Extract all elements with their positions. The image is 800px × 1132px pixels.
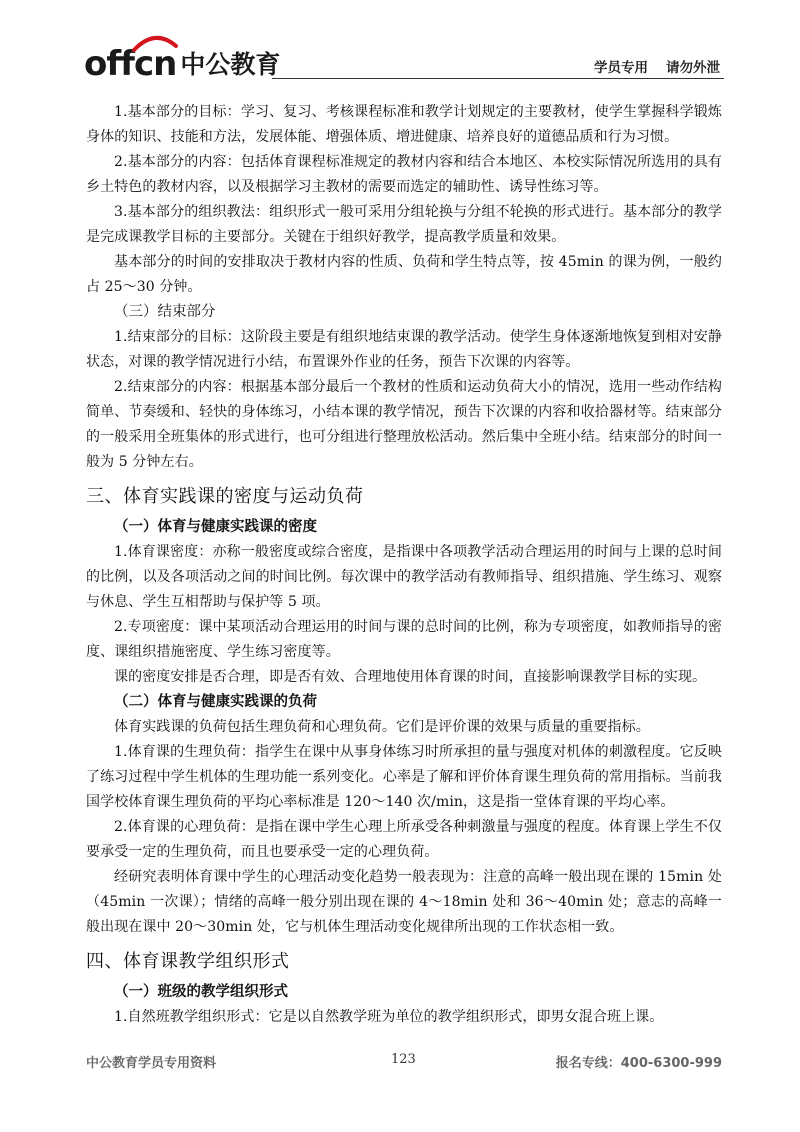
heading-density: （一）体育与健康实践课的密度 xyxy=(114,519,317,535)
paragraph-natural-class: 1.自然班教学组织形式：它是以自然教学班为单位的教学组织形式，即男女混合班上课。 xyxy=(114,1009,664,1025)
logo-cn-text: 中公教育 xyxy=(180,50,281,79)
heading-section-3: 三、体育实践课的密度与运动负荷 xyxy=(86,486,364,507)
paragraph-load-intro: 体育实践课的负荷包括生理负荷和心理负荷。它们是评价课的效果与质量的重要指标。 xyxy=(114,719,650,735)
footer-material-label: 中公教育学员专用资料 xyxy=(86,1056,217,1071)
paragraph-physiological-load: 1.体育课的生理负荷：指学生在课中从事身体练习时所承担的量与强度对机体的刺激程度。它反映了练习过程中学生机体的生理功能一系列变化。心率是了解和评价体育课生理负荷的常用指标。当前我国学校体育课生理负荷的平均心率标准是 120～140 次/min，这是指一堂体育课的平均心率。 xyxy=(86,744,722,810)
paragraph-basic-goal: 1.基本部分的目标：学习、复习、考核课程标准和教学计划规定的主要教材，使学生掌握科学锻炼身体的知识、技能和方法，发展体能、增强体质、增进健康、培养良好的道德品质和行为习惯。 xyxy=(86,104,722,145)
paragraph-general-density: 1.体育课密度：亦称一般密度或综合密度，是指课中各项教学活动合理运用的时间与上课的总时间的比例，以及各项活动之间的时间比例。每次课中的教学活动有教师指导、组织措施、学生练习、观察与休息、学生互相帮助与保护等 5 项。 xyxy=(86,544,722,610)
footer-hotline: 报名专线：400-6300-999 xyxy=(555,1056,722,1071)
paragraph-special-density: 2.专项密度：课中某项活动合理运用的时间与课的总时间的比例，称为专项密度，如教师指导的密度、课组织措施密度、学生练习密度等。 xyxy=(86,619,722,660)
header-tag xyxy=(594,56,720,76)
header-tag-student-only: 学员专用 xyxy=(594,60,648,76)
heading-class-organization: （一）班级的教学组织形式 xyxy=(114,984,288,1000)
heading-section-4: 四、体育课教学组织形式 xyxy=(86,951,290,972)
page-header xyxy=(84,38,724,82)
offcn-logo xyxy=(84,38,280,82)
paragraph-basic-method: 3.基本部分的组织教法：组织形式一般可采用分组轮换与分组不轮换的形式进行。基本部分的教学是完成课教学目标的主要部分。关键在于组织好教学，提高教学质量和效果。 xyxy=(86,204,722,245)
page-number: 123 xyxy=(391,1052,416,1067)
paragraph-psychological-load: 2.体育课的心理负荷：是指在课中学生心理上所承受各种刺激量与强度的程度。体育课上学生不仅要承受一定的生理负荷，而且也要承受一定的心理负荷。 xyxy=(86,819,722,860)
page-footer xyxy=(86,1052,722,1076)
header-tag-no-leak: 请勿外泄 xyxy=(666,60,720,76)
paragraph-basic-content: 2.基本部分的内容：包括体育课程标准规定的教材内容和结合本地区、本校实际情况所选用的具有乡土特色的教材内容，以及根据学习主教材的需要而选定的辅助性、诱导性练习等。 xyxy=(86,154,722,195)
logo-arc-icon xyxy=(130,32,180,52)
heading-load: （二）体育与健康实践课的负荷 xyxy=(114,694,317,710)
paragraph-end-goal: 1.结束部分的目标：这阶段主要是有组织地结束课的教学活动。使学生身体逐渐地恢复到相对安静状态，对课的教学情况进行小结，布置课外作业的任务，预告下次课的内容等。 xyxy=(86,329,722,370)
header-rule xyxy=(272,78,724,79)
logo-latin-text: offcn xyxy=(84,44,177,84)
page-content xyxy=(86,100,722,1030)
paragraph-end-content: 2.结束部分的内容：根据基本部分最后一个教材的性质和运动负荷大小的情况，选用一些动作结构简单、节奏缓和、轻快的身体练习，小结本课的教学情况，预告下次课的内容和收拾器材等。结束部分的一般采用全班集体的形式进行，也可分组进行整理放松活动。然后集中全班小结。结束部分的时间一般为 5 分钟左右。 xyxy=(86,379,722,470)
heading-end-part: （三）结束部分 xyxy=(114,304,216,320)
paragraph-density-arrangement: 课的密度安排是否合理，即是否有效、合理地使用体育课的时间，直接影响课教学目标的实现。 xyxy=(114,669,707,685)
paragraph-psychology-trend: 经研究表明体育课中学生的心理活动变化趋势一般表现为：注意的高峰一般出现在课的 15min 处（45min 一次课）；情绪的高峰一般分别出现在课的 4～18min 处和 36～40min 处；意志的高峰一般出现在课中 20～30min 处，它与机体生理活动变化规律所出现的工作状态相一致。 xyxy=(86,869,722,935)
paragraph-basic-time: 基本部分的时间的安排取决于教材内容的性质、负荷和学生特点等，按 45min 的课为例，一般约占 25～30 分钟。 xyxy=(86,254,722,295)
